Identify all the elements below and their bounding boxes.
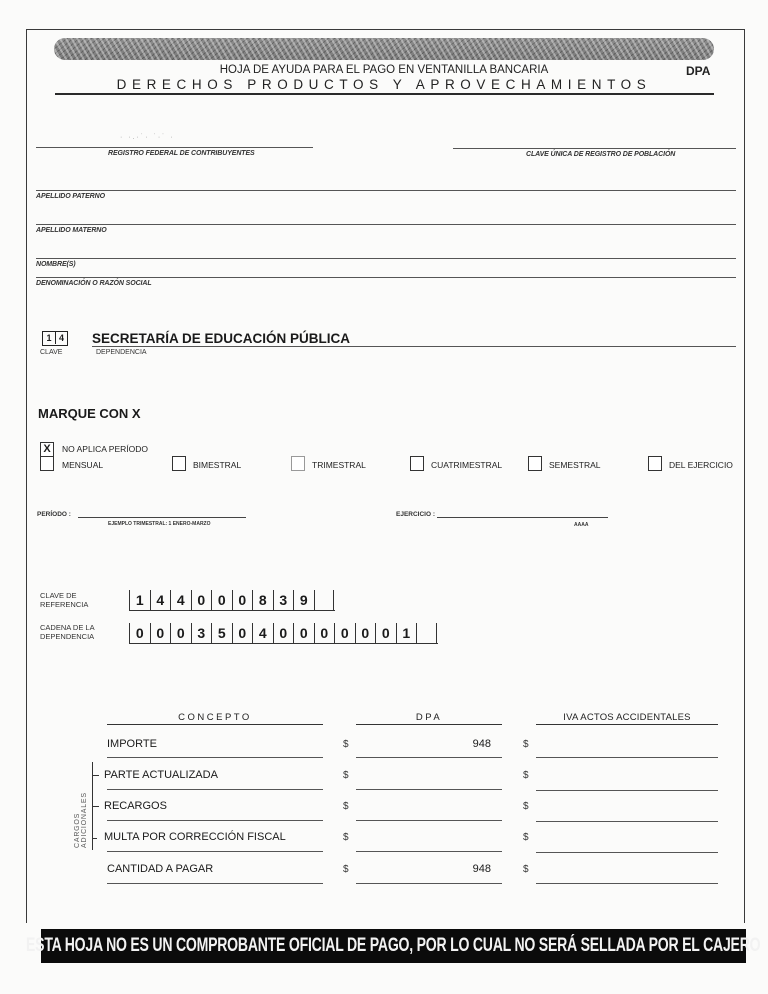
disclaimer-banner xyxy=(26,929,761,963)
reference-digit: 9 xyxy=(293,590,314,610)
document-subtitle: HOJA DE AYUDA PARA EL PAGO EN VENTANILLA BANCARIA xyxy=(219,64,549,76)
dpa-importe[interactable]: 948 xyxy=(472,738,491,750)
row-line xyxy=(536,852,718,853)
row-line xyxy=(107,789,323,790)
dependencia-caption: DEPENDENCIA xyxy=(96,349,147,356)
row-line xyxy=(107,883,323,884)
chain-digit: 3 xyxy=(191,623,212,643)
chain-digit: 4 xyxy=(252,623,273,643)
cadena-dependencia-label-line1: CADENA DE LA xyxy=(40,623,95,632)
ejercicio-hint: AAAA xyxy=(574,522,589,528)
currency-symbol: $ xyxy=(343,832,349,843)
curp-caption: CLAVE ÚNICA DE REGISTRO DE POBLACIÓN xyxy=(526,151,676,158)
bracket-tick xyxy=(92,775,99,776)
ejercicio-label: EJERCICIO : xyxy=(396,511,436,518)
clave-referencia-label-line2: REFERENCIA xyxy=(40,600,89,609)
periodo-line xyxy=(78,517,246,518)
reference-digit: 1 xyxy=(129,590,150,610)
label-del-ejercicio: DEL EJERCICIO xyxy=(669,460,733,470)
cargos-adicionales-label: CARGOS ADICIONALES xyxy=(74,792,88,848)
reference-digit xyxy=(314,590,335,610)
rfc-line xyxy=(36,147,313,148)
checkbox-no-aplica-periodo[interactable]: X xyxy=(40,442,54,457)
razon-social-caption: DENOMINACIÓN O RAZÓN SOCIAL xyxy=(36,280,152,287)
checkbox-cuatrimestral[interactable] xyxy=(410,456,424,471)
reference-digit: 4 xyxy=(150,590,171,610)
dpa-cantidad-a-pagar[interactable]: 948 xyxy=(472,863,491,875)
apellido-materno-field[interactable] xyxy=(36,210,736,223)
reference-digit: 0 xyxy=(211,590,232,610)
apellido-materno-caption: APELLIDO MATERNO xyxy=(36,227,107,234)
header-concepto-line xyxy=(107,724,323,725)
row-line xyxy=(536,883,718,884)
clave-referencia-baseline xyxy=(129,610,335,611)
periodo-hint: EJEMPLO TRIMESTRAL: 1 ENERO-MARZO xyxy=(108,521,211,527)
checkbox-mensual[interactable] xyxy=(40,456,54,471)
dependencia-line xyxy=(92,346,736,347)
rfc-caption: REGISTRO FEDERAL DE CONTRIBUYENTES xyxy=(108,150,255,157)
chain-digit: 0 xyxy=(293,623,314,643)
periodo-field[interactable] xyxy=(78,505,246,517)
label-no-aplica-periodo: NO APLICA PERÍODO xyxy=(62,444,148,454)
row-line xyxy=(107,757,323,758)
clave-referencia-label xyxy=(40,591,88,609)
currency-symbol: $ xyxy=(343,739,349,750)
checkbox-semestral[interactable] xyxy=(528,456,542,471)
currency-symbol: $ xyxy=(523,832,529,843)
currency-symbol: $ xyxy=(523,770,529,781)
chain-digit: 0 xyxy=(314,623,335,643)
dependencia-clave-box xyxy=(42,331,68,346)
form-code: DPA xyxy=(686,64,711,78)
chain-digit: 0 xyxy=(334,623,355,643)
header-dpa-line xyxy=(356,724,502,725)
cadena-dependencia-label xyxy=(40,623,95,641)
checkbox-bimestral[interactable] xyxy=(172,456,186,471)
chain-digit: 0 xyxy=(375,623,396,643)
row-line xyxy=(536,757,718,758)
chain-digit: 0 xyxy=(232,623,253,643)
cadena-dependencia-digits[interactable] xyxy=(129,621,438,644)
row-line xyxy=(356,851,502,852)
checkbox-trimestral[interactable] xyxy=(291,456,305,471)
frame-top-border xyxy=(26,29,745,30)
nombre-field[interactable] xyxy=(36,244,736,257)
chain-digit: 0 xyxy=(273,623,294,643)
row-line xyxy=(356,789,502,790)
header-iva-line xyxy=(536,724,718,725)
label-bimestral: BIMESTRAL xyxy=(193,460,242,470)
frame-left-border xyxy=(26,29,27,923)
row-line xyxy=(107,820,323,821)
row-line xyxy=(536,790,718,791)
concept-recargos: RECARGOS xyxy=(104,800,167,812)
razon-social-field[interactable] xyxy=(36,264,736,276)
dependencia-name: SECRETARÍA DE EDUCACIÓN PÚBLICA xyxy=(92,331,351,346)
row-line xyxy=(356,757,502,758)
reference-digit: 3 xyxy=(273,590,294,610)
label-semestral: SEMESTRAL xyxy=(549,460,601,470)
rfc-field[interactable] xyxy=(36,134,313,146)
apellido-paterno-field[interactable] xyxy=(36,176,736,189)
concept-parte-actualizada: PARTE ACTUALIZADA xyxy=(104,769,218,781)
chain-digit: 0 xyxy=(150,623,171,643)
row-line xyxy=(356,883,502,884)
currency-symbol: $ xyxy=(343,864,349,875)
chain-digit: 1 xyxy=(396,623,417,643)
frame-right-border xyxy=(744,29,745,923)
header-dpa: DPA xyxy=(415,712,443,723)
row-line xyxy=(536,821,718,822)
label-cuatrimestral: CUATRIMESTRAL xyxy=(431,460,503,470)
cadena-dependencia-baseline xyxy=(129,643,438,644)
reference-digit: 8 xyxy=(252,590,273,610)
curp-line xyxy=(453,148,736,149)
reference-digit: 0 xyxy=(232,590,253,610)
chain-digit: 0 xyxy=(355,623,376,643)
chain-digit: 0 xyxy=(129,623,150,643)
currency-symbol: $ xyxy=(523,739,529,750)
nombre-caption: NOMBRE(S) xyxy=(36,261,76,268)
ejercicio-field[interactable] xyxy=(437,505,608,517)
currency-symbol: $ xyxy=(343,770,349,781)
chain-digit: 0 xyxy=(170,623,191,643)
nombre-line xyxy=(36,258,736,259)
reference-digit: 4 xyxy=(170,590,191,610)
chain-digit: 5 xyxy=(211,623,232,643)
row-line xyxy=(107,851,323,852)
clave-referencia-digits[interactable] xyxy=(129,588,335,611)
bracket-tick xyxy=(92,838,97,839)
header-decorative-band xyxy=(54,38,714,60)
header-concepto: CONCEPTO xyxy=(178,712,252,723)
apellido-paterno-line xyxy=(36,190,736,191)
header-iva-actos-accidentales: IVA ACTOS ACCIDENTALES xyxy=(563,712,691,723)
apellido-materno-line xyxy=(36,224,736,225)
clave-referencia-label-line1: CLAVE DE xyxy=(40,591,77,600)
clave-digit: 4 xyxy=(55,332,67,344)
periodicity-heading: MARQUE CON X xyxy=(38,406,141,421)
concept-importe: IMPORTE xyxy=(107,738,157,750)
concept-cantidad-a-pagar: CANTIDAD A PAGAR xyxy=(107,863,214,875)
clave-caption: CLAVE xyxy=(40,349,63,356)
curp-field[interactable] xyxy=(453,134,736,146)
currency-symbol: $ xyxy=(523,801,529,812)
clave-digit: 1 xyxy=(46,333,52,343)
bracket-tick xyxy=(92,806,99,807)
document-title: DERECHOS PRODUCTOS Y APROVECHAMIENTOS xyxy=(116,77,652,92)
chain-digit xyxy=(416,623,437,643)
row-line xyxy=(356,820,502,821)
checkbox-del-ejercicio[interactable] xyxy=(648,456,662,471)
razon-social-line xyxy=(36,277,736,278)
concept-multa-correccion-fiscal: MULTA POR CORRECCIÓN FISCAL xyxy=(104,831,286,843)
currency-symbol: $ xyxy=(523,864,529,875)
title-divider xyxy=(55,93,714,95)
currency-symbol: $ xyxy=(343,801,349,812)
apellido-paterno-caption: APELLIDO PATERNO xyxy=(36,193,105,200)
disclaimer-text: ESTA HOJA NO ES UN COMPROBANTE OFICIAL DE PAGO, POR LO CUAL NO SERÁ SELLADA POR EL CAJERO xyxy=(26,935,761,956)
ejercicio-line xyxy=(437,517,608,518)
cadena-dependencia-label-line2: DEPENDENCIA xyxy=(40,632,95,641)
reference-digit: 0 xyxy=(191,590,212,610)
label-mensual: MENSUAL xyxy=(62,460,104,470)
periodo-label: PERÍODO : xyxy=(37,511,71,518)
faded-rfc-marks: · ·.·˙· ˙·˙ · xyxy=(120,134,175,141)
label-trimestral: TRIMESTRAL xyxy=(312,460,366,470)
